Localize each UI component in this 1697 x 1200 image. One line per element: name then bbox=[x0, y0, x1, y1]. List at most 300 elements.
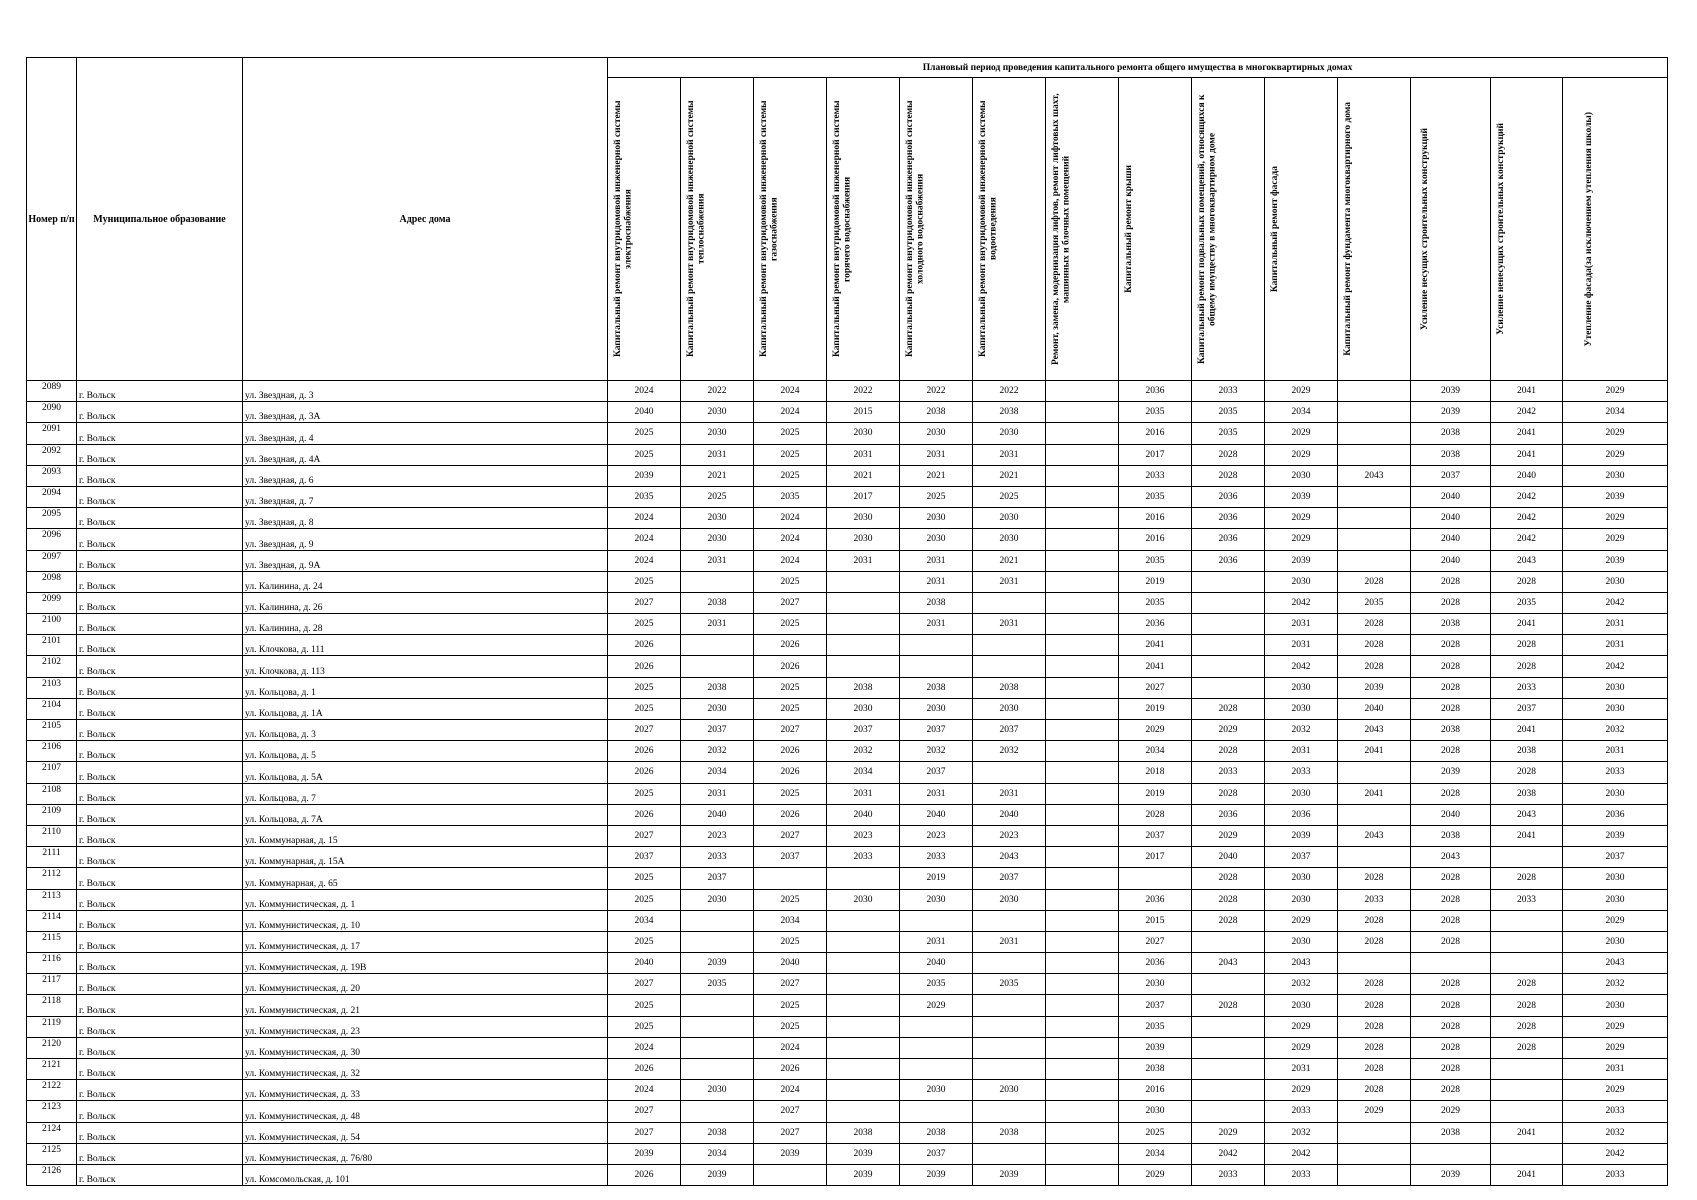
row-year-cell: 2038 bbox=[900, 402, 973, 423]
row-year-cell: 2036 bbox=[1192, 804, 1265, 825]
row-number: 2094 bbox=[27, 486, 77, 507]
row-municipality: г. Вольск bbox=[77, 953, 243, 974]
row-year-cell: 2025 bbox=[973, 486, 1046, 507]
row-year-cell bbox=[1338, 529, 1411, 550]
row-address: ул. Звездная, д. 3 bbox=[243, 381, 608, 402]
row-year-cell: 2025 bbox=[754, 889, 827, 910]
repair-schedule-table bbox=[26, 57, 1668, 1186]
row-year-cell: 2031 bbox=[1265, 741, 1338, 762]
row-year-cell: 2029 bbox=[1338, 1101, 1411, 1122]
row-year-cell: 2033 bbox=[900, 847, 973, 868]
row-number: 2100 bbox=[27, 614, 77, 635]
row-year-cell bbox=[827, 995, 900, 1016]
row-year-cell: 2029 bbox=[1265, 529, 1338, 550]
row-year-cell: 2029 bbox=[1192, 1122, 1265, 1143]
row-year-cell: 2025 bbox=[608, 995, 681, 1016]
row-year-cell: 2029 bbox=[1563, 1037, 1668, 1058]
row-year-cell: 2030 bbox=[1563, 783, 1668, 804]
table-row bbox=[27, 1080, 1668, 1101]
row-year-cell: 2018 bbox=[1119, 762, 1192, 783]
row-year-cell: 2028 bbox=[1192, 995, 1265, 1016]
row-year-cell: 2039 bbox=[754, 1143, 827, 1164]
row-year-cell bbox=[1338, 804, 1411, 825]
row-year-cell: 2030 bbox=[827, 529, 900, 550]
row-year-cell bbox=[1192, 1059, 1265, 1080]
row-municipality: г. Вольск bbox=[77, 698, 243, 719]
row-year-cell: 2028 bbox=[1192, 868, 1265, 889]
row-municipality: г. Вольск bbox=[77, 1122, 243, 1143]
row-year-cell: 2038 bbox=[973, 1122, 1046, 1143]
row-year-cell: 2029 bbox=[1265, 1016, 1338, 1037]
row-year-cell: 2043 bbox=[1411, 847, 1491, 868]
table-row bbox=[27, 1143, 1668, 1164]
row-municipality: г. Вольск bbox=[77, 931, 243, 952]
column-header-wrap bbox=[1338, 79, 1410, 379]
row-year-cell: 2042 bbox=[1192, 1143, 1265, 1164]
row-address: ул. Звездная, д. 9А bbox=[243, 550, 608, 571]
column-header bbox=[681, 78, 754, 381]
row-year-cell: 2037 bbox=[1411, 465, 1491, 486]
column-header bbox=[1563, 78, 1668, 381]
table-row bbox=[27, 677, 1668, 698]
row-year-cell: 2033 bbox=[1491, 677, 1563, 698]
column-header bbox=[1338, 78, 1411, 381]
row-year-cell: 2039 bbox=[1411, 1164, 1491, 1185]
row-year-cell: 2028 bbox=[1192, 783, 1265, 804]
capital-repair-schedule-document bbox=[26, 57, 1667, 1186]
row-year-cell: 2031 bbox=[681, 444, 754, 465]
row-year-cell: 2034 bbox=[681, 762, 754, 783]
row-year-cell bbox=[1338, 1164, 1411, 1185]
row-year-cell bbox=[973, 656, 1046, 677]
row-address: ул. Кольцова, д. 3 bbox=[243, 720, 608, 741]
row-year-cell: 2030 bbox=[1563, 571, 1668, 592]
row-year-cell: 2021 bbox=[827, 465, 900, 486]
row-year-cell bbox=[827, 656, 900, 677]
row-year-cell: 2024 bbox=[608, 1080, 681, 1101]
row-year-cell: 2032 bbox=[1563, 974, 1668, 995]
column-header-label: Усиление ненесущих строительных конструкций bbox=[1495, 123, 1506, 335]
row-address: ул. Коммунистическая, д. 33 bbox=[243, 1080, 608, 1101]
column-header-label: Капитальный ремонт крыши bbox=[1124, 165, 1134, 293]
row-year-cell: 2041 bbox=[1491, 444, 1563, 465]
row-year-cell: 2043 bbox=[1338, 720, 1411, 741]
row-year-cell: 2033 bbox=[1563, 762, 1668, 783]
row-year-cell: 2038 bbox=[681, 1122, 754, 1143]
row-year-cell bbox=[1046, 762, 1119, 783]
row-year-cell: 2028 bbox=[1411, 571, 1491, 592]
row-year-cell: 2025 bbox=[754, 444, 827, 465]
row-year-cell bbox=[1046, 1016, 1119, 1037]
row-year-cell: 2031 bbox=[1563, 741, 1668, 762]
row-year-cell: 2019 bbox=[1119, 783, 1192, 804]
row-year-cell bbox=[1338, 402, 1411, 423]
row-address: ул. Коммунистическая, д. 76/80 bbox=[243, 1143, 608, 1164]
table-row bbox=[27, 1037, 1668, 1058]
row-year-cell: 2040 bbox=[1411, 550, 1491, 571]
row-year-cell bbox=[827, 614, 900, 635]
row-year-cell: 2042 bbox=[1491, 508, 1563, 529]
row-year-cell: 2023 bbox=[827, 825, 900, 846]
row-year-cell bbox=[1046, 508, 1119, 529]
row-year-cell: 2029 bbox=[1265, 1080, 1338, 1101]
row-year-cell bbox=[681, 571, 754, 592]
row-municipality: г. Вольск bbox=[77, 783, 243, 804]
column-header-label: Капитальный ремонт внутридомовой инженерной системы газоснабжения bbox=[759, 100, 780, 358]
row-year-cell: 2028 bbox=[1411, 889, 1491, 910]
row-year-cell: 2035 bbox=[900, 974, 973, 995]
row-year-cell bbox=[681, 931, 754, 952]
row-year-cell: 2028 bbox=[1411, 783, 1491, 804]
row-year-cell bbox=[1046, 1059, 1119, 1080]
row-year-cell: 2019 bbox=[1119, 698, 1192, 719]
row-year-cell: 2030 bbox=[681, 423, 754, 444]
row-year-cell: 2040 bbox=[900, 953, 973, 974]
row-year-cell bbox=[681, 635, 754, 656]
column-header-wrap bbox=[608, 79, 680, 379]
row-year-cell bbox=[1491, 847, 1563, 868]
row-year-cell: 2021 bbox=[900, 465, 973, 486]
row-year-cell: 2028 bbox=[1411, 931, 1491, 952]
row-year-cell: 2031 bbox=[973, 931, 1046, 952]
row-number: 2090 bbox=[27, 402, 77, 423]
table-row bbox=[27, 910, 1668, 931]
row-year-cell: 2043 bbox=[1192, 953, 1265, 974]
row-year-cell: 2037 bbox=[973, 868, 1046, 889]
row-number: 2118 bbox=[27, 995, 77, 1016]
row-address: ул. Калинина, д. 28 bbox=[243, 614, 608, 635]
row-municipality: г. Вольск bbox=[77, 1143, 243, 1164]
row-year-cell: 2015 bbox=[1119, 910, 1192, 931]
row-year-cell bbox=[827, 635, 900, 656]
row-year-cell: 2028 bbox=[1338, 995, 1411, 1016]
row-year-cell: 2028 bbox=[1491, 995, 1563, 1016]
row-year-cell: 2033 bbox=[1192, 1164, 1265, 1185]
row-year-cell: 2040 bbox=[1411, 486, 1491, 507]
column-header bbox=[608, 78, 681, 381]
row-year-cell bbox=[1046, 635, 1119, 656]
row-year-cell: 2040 bbox=[1411, 529, 1491, 550]
row-year-cell bbox=[1338, 762, 1411, 783]
row-municipality: г. Вольск bbox=[77, 465, 243, 486]
table-row bbox=[27, 804, 1668, 825]
row-year-cell: 2022 bbox=[681, 381, 754, 402]
row-year-cell: 2028 bbox=[1192, 698, 1265, 719]
row-address: ул. Комсомольская, д. 101 bbox=[243, 1164, 608, 1185]
row-year-cell bbox=[827, 1101, 900, 1122]
row-year-cell: 2030 bbox=[1265, 677, 1338, 698]
row-address: ул. Коммунистическая, д. 10 bbox=[243, 910, 608, 931]
row-address: ул. Кольцова, д. 7А bbox=[243, 804, 608, 825]
table-row bbox=[27, 592, 1668, 613]
row-year-cell: 2025 bbox=[754, 1016, 827, 1037]
row-number: 2097 bbox=[27, 550, 77, 571]
row-municipality: г. Вольск bbox=[77, 1080, 243, 1101]
row-year-cell: 2035 bbox=[1119, 402, 1192, 423]
row-year-cell: 2023 bbox=[973, 825, 1046, 846]
row-municipality: г. Вольск bbox=[77, 910, 243, 931]
row-address: ул. Коммунистическая, д. 21 bbox=[243, 995, 608, 1016]
row-year-cell: 2028 bbox=[1338, 635, 1411, 656]
row-year-cell: 2028 bbox=[1491, 635, 1563, 656]
row-year-cell: 2026 bbox=[754, 1059, 827, 1080]
row-number: 2095 bbox=[27, 508, 77, 529]
row-number: 2089 bbox=[27, 381, 77, 402]
column-header-label: Ремонт, замена, модернизация лифтов, ремонт лифтовых шахт, машинных и блочных помещений bbox=[1051, 93, 1072, 365]
row-address: ул. Кольцова, д. 1А bbox=[243, 698, 608, 719]
row-year-cell: 2034 bbox=[1119, 741, 1192, 762]
header-address: Адрес дома bbox=[243, 58, 608, 381]
row-year-cell: 2042 bbox=[1563, 592, 1668, 613]
row-municipality: г. Вольск bbox=[77, 720, 243, 741]
row-year-cell: 2019 bbox=[900, 868, 973, 889]
row-year-cell: 2040 bbox=[754, 953, 827, 974]
row-year-cell: 2025 bbox=[1119, 1122, 1192, 1143]
row-number: 2098 bbox=[27, 571, 77, 592]
row-number: 2125 bbox=[27, 1143, 77, 1164]
row-year-cell: 2030 bbox=[1563, 465, 1668, 486]
row-year-cell: 2035 bbox=[1119, 550, 1192, 571]
row-year-cell: 2024 bbox=[754, 550, 827, 571]
row-year-cell: 2027 bbox=[754, 1122, 827, 1143]
row-year-cell: 2025 bbox=[608, 931, 681, 952]
row-municipality: г. Вольск bbox=[77, 635, 243, 656]
row-year-cell: 2031 bbox=[681, 614, 754, 635]
row-municipality: г. Вольск bbox=[77, 974, 243, 995]
table-row bbox=[27, 465, 1668, 486]
row-year-cell: 2028 bbox=[1411, 656, 1491, 677]
row-year-cell: 2025 bbox=[900, 486, 973, 507]
row-year-cell: 2030 bbox=[827, 508, 900, 529]
row-year-cell bbox=[973, 592, 1046, 613]
row-year-cell: 2025 bbox=[754, 677, 827, 698]
table-row bbox=[27, 444, 1668, 465]
row-year-cell: 2037 bbox=[681, 720, 754, 741]
row-year-cell: 2035 bbox=[608, 486, 681, 507]
row-year-cell: 2027 bbox=[608, 825, 681, 846]
row-year-cell: 2028 bbox=[1491, 974, 1563, 995]
row-year-cell: 2038 bbox=[900, 677, 973, 698]
row-year-cell bbox=[1046, 423, 1119, 444]
row-municipality: г. Вольск bbox=[77, 1016, 243, 1037]
row-number: 2111 bbox=[27, 847, 77, 868]
column-header-wrap bbox=[754, 79, 826, 379]
row-year-cell: 2029 bbox=[1563, 423, 1668, 444]
row-year-cell: 2028 bbox=[1192, 444, 1265, 465]
row-year-cell: 2028 bbox=[1491, 868, 1563, 889]
row-year-cell bbox=[827, 1059, 900, 1080]
row-year-cell bbox=[1192, 1016, 1265, 1037]
row-year-cell: 2022 bbox=[827, 381, 900, 402]
column-header-label: Капитальный ремонт внутридомовой инженерной системы горячего водоснабжения bbox=[832, 100, 853, 358]
row-year-cell bbox=[1338, 847, 1411, 868]
row-year-cell: 2042 bbox=[1491, 402, 1563, 423]
row-address: ул. Кольцова, д. 5А bbox=[243, 762, 608, 783]
table-row bbox=[27, 1059, 1668, 1080]
row-year-cell: 2030 bbox=[1563, 889, 1668, 910]
row-year-cell bbox=[827, 1080, 900, 1101]
row-year-cell: 2028 bbox=[1192, 889, 1265, 910]
row-year-cell bbox=[1411, 1143, 1491, 1164]
row-year-cell: 2034 bbox=[827, 762, 900, 783]
row-year-cell: 2030 bbox=[681, 508, 754, 529]
row-year-cell: 2023 bbox=[681, 825, 754, 846]
row-year-cell: 2024 bbox=[608, 550, 681, 571]
row-year-cell bbox=[827, 1016, 900, 1037]
row-year-cell: 2036 bbox=[1119, 889, 1192, 910]
row-year-cell bbox=[1046, 1122, 1119, 1143]
row-year-cell: 2031 bbox=[1563, 635, 1668, 656]
row-year-cell: 2043 bbox=[1265, 953, 1338, 974]
row-year-cell: 2016 bbox=[1119, 423, 1192, 444]
row-year-cell bbox=[827, 974, 900, 995]
row-year-cell bbox=[1491, 931, 1563, 952]
row-year-cell bbox=[1046, 783, 1119, 804]
row-year-cell bbox=[1338, 381, 1411, 402]
row-year-cell bbox=[973, 1016, 1046, 1037]
row-year-cell: 2038 bbox=[1411, 1122, 1491, 1143]
column-header-wrap bbox=[1411, 79, 1490, 379]
row-year-cell: 2043 bbox=[1491, 550, 1563, 571]
row-year-cell: 2027 bbox=[608, 1101, 681, 1122]
row-municipality: г. Вольск bbox=[77, 656, 243, 677]
column-header-wrap bbox=[973, 79, 1045, 379]
row-year-cell: 2030 bbox=[1563, 677, 1668, 698]
row-address: ул. Калинина, д. 26 bbox=[243, 592, 608, 613]
row-year-cell: 2024 bbox=[608, 1037, 681, 1058]
row-number: 2115 bbox=[27, 931, 77, 952]
table-row bbox=[27, 889, 1668, 910]
row-year-cell bbox=[1192, 592, 1265, 613]
row-year-cell: 2031 bbox=[900, 571, 973, 592]
row-year-cell: 2030 bbox=[681, 698, 754, 719]
row-address: ул. Коммунистическая, д. 1 bbox=[243, 889, 608, 910]
table-row bbox=[27, 402, 1668, 423]
row-municipality: г. Вольск bbox=[77, 486, 243, 507]
row-address: ул. Кольцова, д. 5 bbox=[243, 741, 608, 762]
row-address: ул. Звездная, д. 9 bbox=[243, 529, 608, 550]
row-year-cell: 2028 bbox=[1411, 698, 1491, 719]
row-year-cell: 2029 bbox=[1411, 1101, 1491, 1122]
row-year-cell bbox=[1411, 953, 1491, 974]
row-year-cell: 2029 bbox=[1265, 423, 1338, 444]
row-year-cell: 2024 bbox=[608, 381, 681, 402]
row-year-cell: 2042 bbox=[1491, 529, 1563, 550]
table-row bbox=[27, 571, 1668, 592]
row-year-cell: 2028 bbox=[1338, 1059, 1411, 1080]
row-year-cell: 2032 bbox=[1265, 1122, 1338, 1143]
row-year-cell: 2038 bbox=[827, 677, 900, 698]
row-year-cell: 2017 bbox=[827, 486, 900, 507]
row-year-cell bbox=[973, 1037, 1046, 1058]
row-year-cell: 2029 bbox=[1265, 508, 1338, 529]
row-year-cell: 2033 bbox=[1192, 762, 1265, 783]
row-year-cell bbox=[973, 910, 1046, 931]
row-year-cell: 2017 bbox=[1119, 847, 1192, 868]
column-header-label: Капитальный ремонт подвальных помещений, относящихся к общему имуществу в многоквартирном доме bbox=[1197, 94, 1218, 364]
row-year-cell: 2030 bbox=[1119, 974, 1192, 995]
row-year-cell: 2035 bbox=[1119, 1016, 1192, 1037]
row-year-cell bbox=[754, 1164, 827, 1185]
row-number: 2099 bbox=[27, 592, 77, 613]
row-year-cell: 2030 bbox=[900, 423, 973, 444]
row-year-cell bbox=[973, 1101, 1046, 1122]
row-year-cell: 2043 bbox=[1338, 465, 1411, 486]
row-year-cell: 2033 bbox=[1338, 889, 1411, 910]
row-year-cell: 2035 bbox=[1192, 402, 1265, 423]
row-number: 2092 bbox=[27, 444, 77, 465]
row-year-cell bbox=[1046, 465, 1119, 486]
row-address: ул. Коммунарная, д. 65 bbox=[243, 868, 608, 889]
row-year-cell bbox=[1192, 1080, 1265, 1101]
row-number: 2104 bbox=[27, 698, 77, 719]
row-year-cell bbox=[1338, 1143, 1411, 1164]
row-year-cell bbox=[900, 1059, 973, 1080]
row-year-cell: 2028 bbox=[1491, 656, 1563, 677]
row-year-cell: 2030 bbox=[1265, 783, 1338, 804]
table-row bbox=[27, 931, 1668, 952]
row-year-cell: 2016 bbox=[1119, 529, 1192, 550]
row-year-cell: 2037 bbox=[1119, 825, 1192, 846]
row-year-cell bbox=[1046, 847, 1119, 868]
row-year-cell bbox=[1046, 592, 1119, 613]
row-year-cell: 2030 bbox=[900, 698, 973, 719]
row-municipality: г. Вольск bbox=[77, 614, 243, 635]
row-year-cell: 2038 bbox=[1119, 1059, 1192, 1080]
row-year-cell: 2031 bbox=[1265, 1059, 1338, 1080]
row-year-cell bbox=[681, 1016, 754, 1037]
row-year-cell: 2030 bbox=[827, 423, 900, 444]
row-year-cell: 2028 bbox=[1192, 465, 1265, 486]
row-year-cell: 2030 bbox=[1265, 931, 1338, 952]
row-year-cell: 2026 bbox=[608, 741, 681, 762]
row-number: 2106 bbox=[27, 741, 77, 762]
row-year-cell: 2038 bbox=[1411, 720, 1491, 741]
row-year-cell: 2026 bbox=[608, 1059, 681, 1080]
row-year-cell: 2031 bbox=[973, 444, 1046, 465]
row-year-cell: 2041 bbox=[1338, 741, 1411, 762]
row-number: 2108 bbox=[27, 783, 77, 804]
row-year-cell: 2040 bbox=[827, 804, 900, 825]
row-year-cell: 2028 bbox=[1411, 741, 1491, 762]
row-year-cell: 2025 bbox=[754, 465, 827, 486]
row-year-cell bbox=[1046, 698, 1119, 719]
row-year-cell: 2028 bbox=[1491, 762, 1563, 783]
row-year-cell: 2026 bbox=[608, 762, 681, 783]
row-address: ул. Коммунарная, д. 15А bbox=[243, 847, 608, 868]
row-year-cell: 2028 bbox=[1491, 571, 1563, 592]
row-year-cell bbox=[1192, 1101, 1265, 1122]
row-year-cell: 2030 bbox=[900, 889, 973, 910]
column-header-label: Усиление несущих строительных конструкций bbox=[1419, 127, 1430, 331]
row-year-cell: 2035 bbox=[681, 974, 754, 995]
row-year-cell: 2038 bbox=[1411, 614, 1491, 635]
table-row bbox=[27, 1122, 1668, 1143]
row-year-cell bbox=[827, 868, 900, 889]
row-year-cell: 2024 bbox=[754, 402, 827, 423]
row-year-cell: 2027 bbox=[1119, 931, 1192, 952]
row-year-cell: 2030 bbox=[973, 698, 1046, 719]
row-year-cell: 2028 bbox=[1192, 910, 1265, 931]
row-year-cell: 2030 bbox=[900, 529, 973, 550]
row-municipality: г. Вольск bbox=[77, 402, 243, 423]
row-year-cell: 2025 bbox=[608, 571, 681, 592]
row-year-cell: 2024 bbox=[754, 381, 827, 402]
column-header-wrap bbox=[1491, 79, 1562, 379]
row-year-cell: 2027 bbox=[608, 1122, 681, 1143]
column-header bbox=[754, 78, 827, 381]
row-year-cell: 2028 bbox=[1411, 868, 1491, 889]
